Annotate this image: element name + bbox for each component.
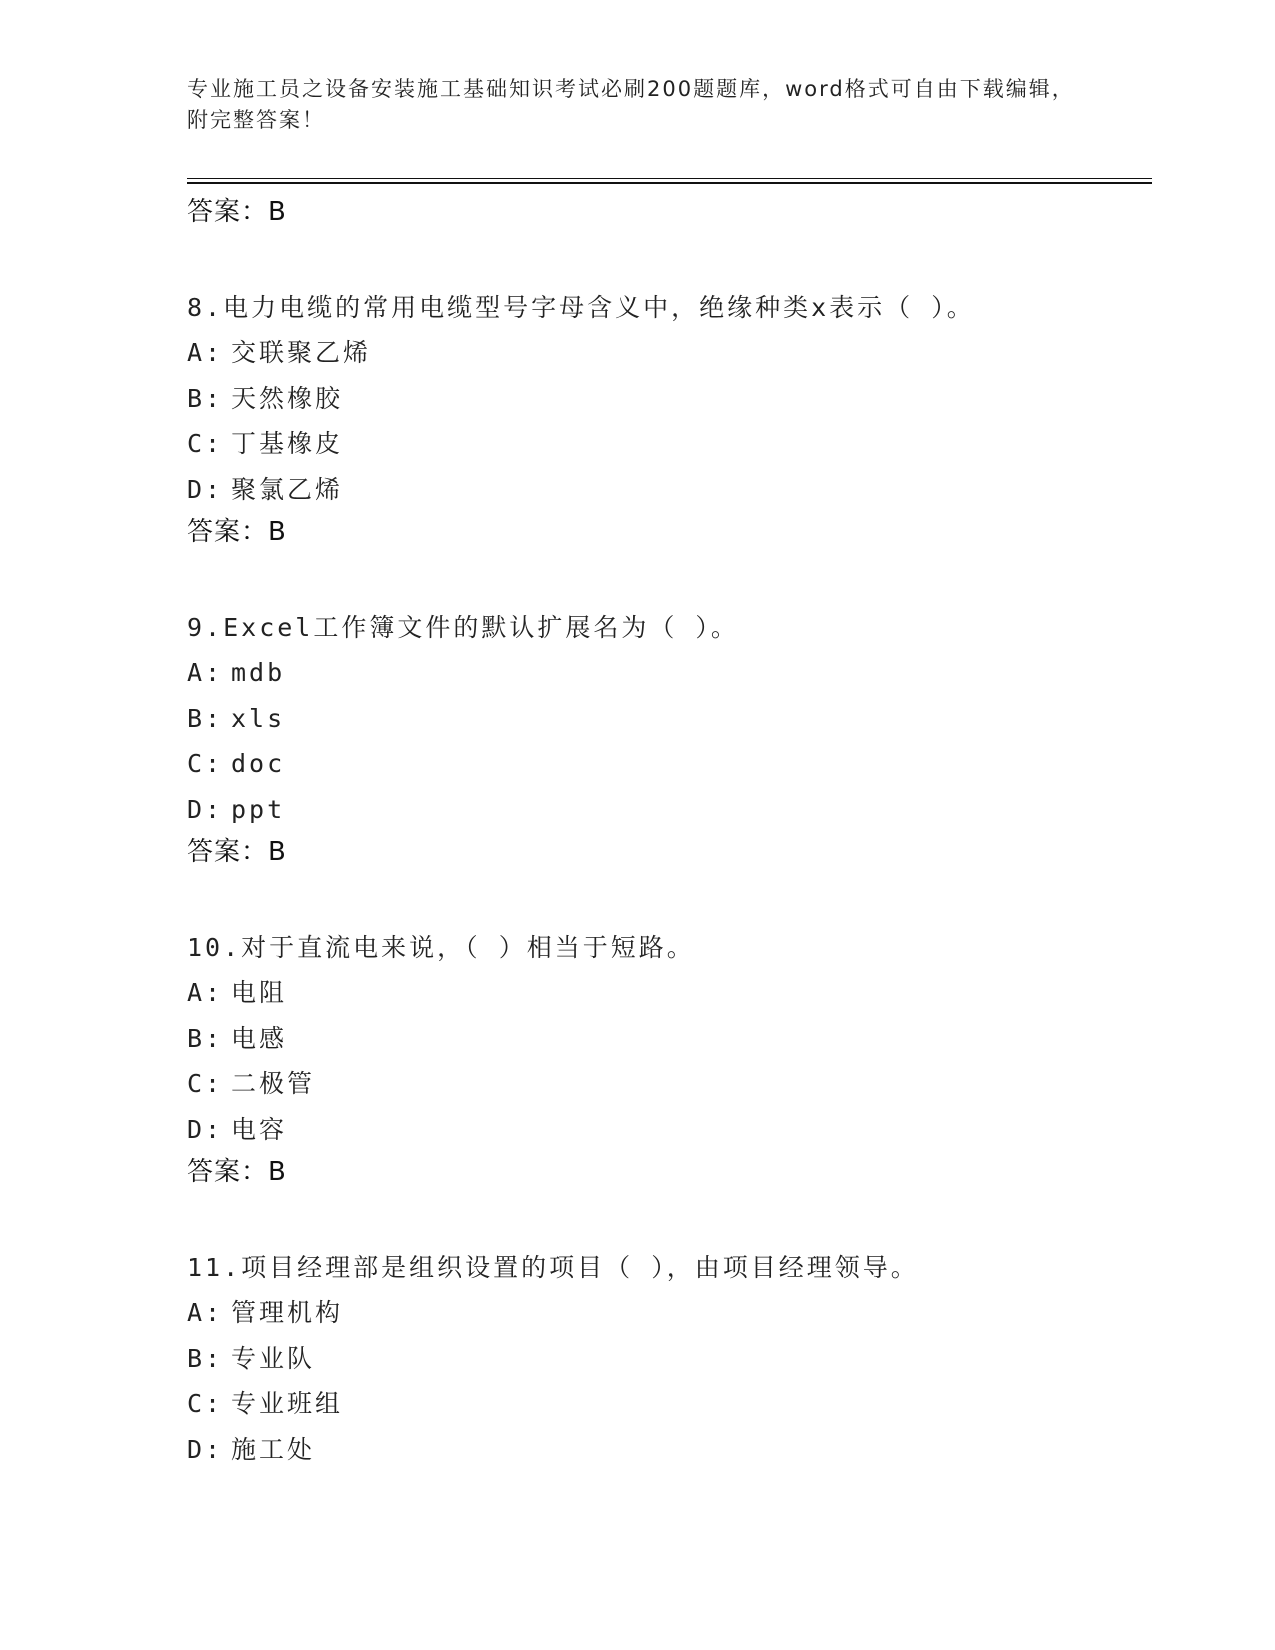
option-text: 聚氯乙烯: [231, 474, 344, 504]
option-text: xls: [231, 703, 286, 733]
option-b: [187, 696, 1152, 742]
option-letter: A:: [187, 338, 224, 367]
option-text: 天然橡胶: [231, 383, 344, 413]
question-text: 11.项目经理部是组织设置的项目（ ），由项目经理领导。: [187, 1253, 919, 1282]
option-c: [187, 1061, 1152, 1107]
option-d: [187, 467, 1152, 513]
option-letter: A:: [187, 658, 224, 687]
question-11: [187, 1245, 1152, 1472]
option-a: [187, 650, 1152, 696]
option-text: 二极管: [231, 1069, 316, 1098]
option-letter: B:: [187, 703, 224, 733]
option-b: [187, 1336, 1152, 1382]
option-b: [187, 1016, 1152, 1062]
option-text: 专业班组: [231, 1389, 344, 1418]
option-d: [187, 1427, 1152, 1473]
question-text: 8.电力电缆的常用电缆型号字母含义中，绝缘种类x表示（ ）。: [187, 293, 975, 322]
option-text: 交联聚乙烯: [231, 338, 372, 367]
option-a: [187, 970, 1152, 1016]
option-text: mdb: [231, 658, 286, 687]
option-letter: D:: [187, 794, 224, 824]
question-list: [187, 192, 1152, 1472]
answer-line: 答案：B: [187, 517, 287, 547]
option-text: 管理机构: [231, 1298, 344, 1327]
option-letter: B:: [187, 383, 224, 413]
option-letter: C:: [187, 1389, 224, 1418]
question-text: 10.对于直流电来说，（ ）相当于短路。: [187, 933, 695, 962]
option-b: [187, 376, 1152, 422]
option-d: [187, 787, 1152, 833]
option-letter: D:: [187, 1114, 224, 1144]
option-text: 电阻: [231, 978, 288, 1007]
question-8: [187, 285, 1152, 552]
option-text: 电感: [231, 1023, 288, 1053]
option-text: 施工处: [231, 1434, 316, 1464]
answer-line: 答案：B: [187, 837, 287, 867]
option-letter: D:: [187, 474, 224, 504]
option-letter: B:: [187, 1343, 224, 1373]
option-c: [187, 741, 1152, 787]
question-text: 9.Excel工作簿文件的默认扩展名为（ ）。: [187, 613, 739, 642]
option-letter: D:: [187, 1434, 224, 1464]
option-a: [187, 1290, 1152, 1336]
option-d: [187, 1107, 1152, 1153]
option-text: ppt: [231, 794, 286, 824]
option-c: [187, 421, 1152, 467]
answer-line: 答案：B: [187, 197, 287, 227]
option-text: 电容: [231, 1114, 288, 1144]
option-letter: B:: [187, 1023, 224, 1053]
header-rule-thick: [187, 182, 1152, 184]
option-text: 专业队: [231, 1343, 316, 1373]
option-a: [187, 330, 1152, 376]
option-letter: A:: [187, 978, 224, 1007]
answer-line: 答案：B: [187, 1157, 287, 1187]
document-header: 专业施工员之设备安装施工基础知识考试必刷200题题库，word格式可自由下载编辑，附完整答案！: [187, 77, 1075, 132]
option-letter: C:: [187, 429, 224, 458]
question-10: [187, 925, 1152, 1192]
option-text: doc: [231, 749, 286, 778]
option-letter: C:: [187, 749, 224, 778]
question-9: [187, 605, 1152, 872]
option-text: 丁基橡皮: [231, 429, 344, 458]
header-rule-thin: [187, 178, 1152, 179]
option-c: [187, 1381, 1152, 1427]
option-letter: C:: [187, 1069, 224, 1098]
option-letter: A:: [187, 1298, 224, 1327]
